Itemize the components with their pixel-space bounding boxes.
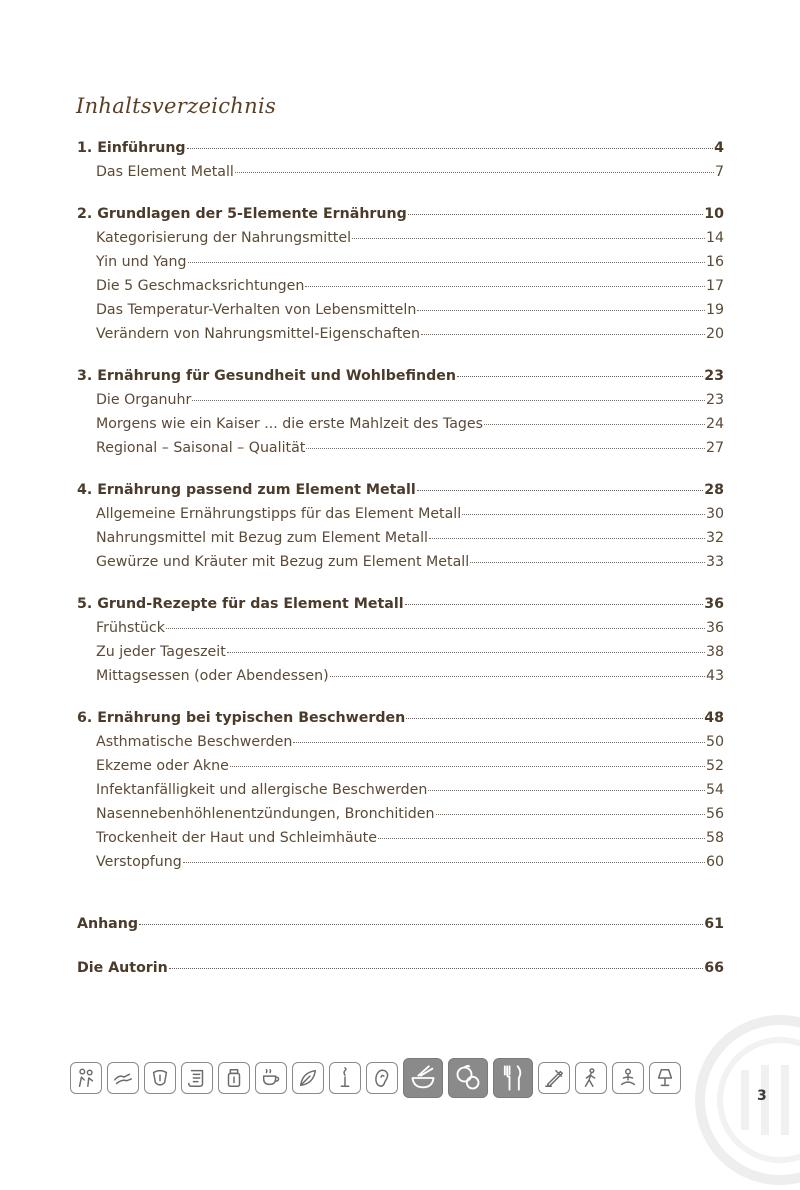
dot-leader <box>183 862 705 863</box>
jar-icon <box>218 1062 250 1094</box>
toc-page-number: 33 <box>705 554 724 570</box>
toc-entry-label: Die Autorin <box>77 960 168 976</box>
leaf-icon <box>292 1062 324 1094</box>
toc-page-number: 23 <box>705 392 724 408</box>
toc-page-number: 52 <box>705 758 724 774</box>
toc-page-number: 54 <box>705 782 724 798</box>
toc-entry-label: Die 5 Geschmacksrichtungen <box>96 278 305 294</box>
toc-entry[interactable] <box>77 916 724 940</box>
toc-entry-label: Nahrungsmittel mit Bezug zum Element Metall <box>96 530 428 546</box>
dot-leader <box>378 838 705 839</box>
toc-entry-label: Verändern von Nahrungsmittel-Eigenschaften <box>96 326 420 342</box>
toc-page-number: 17 <box>705 278 724 294</box>
toc-entry-label: Das Element Metall <box>96 164 234 180</box>
toc-page-number: 16 <box>705 254 724 270</box>
toc-page-number: 43 <box>705 668 724 684</box>
toc-entry-label: 2. Grundlagen der 5-Elemente Ernährung <box>77 206 407 222</box>
toc-page-number: 66 <box>704 960 724 976</box>
toc-page-number: 48 <box>704 710 724 726</box>
toc-subentry[interactable] <box>77 392 724 416</box>
dot-leader <box>187 148 714 149</box>
toc-entry-label: Yin und Yang <box>96 254 187 270</box>
element-icon-bar <box>70 1062 681 1098</box>
toc-entry-label: Verstopfung <box>96 854 182 870</box>
page-title: Inhaltsverzeichnis <box>76 94 277 118</box>
toc-subentry[interactable] <box>77 758 724 782</box>
toc-subentry[interactable] <box>77 326 724 350</box>
dot-leader <box>192 400 705 401</box>
dot-leader <box>428 790 705 791</box>
dot-leader <box>306 448 705 449</box>
toc-subentry[interactable] <box>77 506 724 530</box>
dot-leader <box>405 604 704 605</box>
dot-leader <box>484 424 705 425</box>
toc-page-number: 30 <box>705 506 724 522</box>
toc-entry-label: Asthmatische Beschwerden <box>96 734 293 750</box>
walking-icon <box>575 1062 607 1094</box>
page-number: 3 <box>757 1088 767 1104</box>
dot-leader <box>235 172 714 173</box>
toc-page-number: 50 <box>705 734 724 750</box>
toc-section <box>77 482 724 578</box>
dot-leader <box>436 814 705 815</box>
toc-entry[interactable] <box>77 368 724 392</box>
toc-page-number: 19 <box>705 302 724 318</box>
toc-appendix-entries <box>77 916 724 984</box>
toc-page-number: 38 <box>705 644 724 660</box>
toc-entry-label: 4. Ernährung passend zum Element Metall <box>77 482 416 498</box>
toc-page-number: 10 <box>704 206 724 222</box>
dot-leader <box>408 214 703 215</box>
lamp-icon <box>649 1062 681 1094</box>
toc-entry-label: Das Temperatur-Verhalten von Lebensmitteln <box>96 302 417 318</box>
toc-entry-label: Allgemeine Ernährungstipps für das Element Metall <box>96 506 462 522</box>
toc-entry-label: Frühstück <box>96 620 165 636</box>
hands-icon <box>107 1062 139 1094</box>
toc-subentry[interactable] <box>77 830 724 854</box>
decorative-circle-emblem <box>690 1010 800 1190</box>
cutlery-icon <box>493 1058 533 1098</box>
toc-page-number: 7 <box>714 164 724 180</box>
toc-subentry[interactable] <box>77 854 724 878</box>
tongue-icon <box>144 1062 176 1094</box>
toc-subentry[interactable] <box>77 164 724 188</box>
toc-page-number: 36 <box>704 596 724 612</box>
toc-entry[interactable] <box>77 482 724 506</box>
people-icon <box>70 1062 102 1094</box>
toc-entry-label: 5. Grund-Rezepte für das Element Metall <box>77 596 404 612</box>
toc-entry-label: Nasennebenhöhlenentzündungen, Bronchitiden <box>96 806 435 822</box>
bowl-icon <box>403 1058 443 1098</box>
teacup-icon <box>255 1062 287 1094</box>
toc-subentry[interactable] <box>77 554 724 578</box>
dot-leader <box>230 766 705 767</box>
dot-leader <box>429 538 705 539</box>
toc-entry-label: Anhang <box>77 916 139 932</box>
toc-subentry[interactable] <box>77 620 724 644</box>
toc-subentry[interactable] <box>77 644 724 668</box>
dot-leader <box>169 968 703 969</box>
dot-leader <box>457 376 703 377</box>
toc-entry-label: Zu jeder Tageszeit <box>96 644 226 660</box>
toc-entry[interactable] <box>77 710 724 734</box>
toc-section <box>77 596 724 692</box>
ear-icon <box>366 1062 398 1094</box>
dot-leader <box>305 286 705 287</box>
toc-entry[interactable] <box>77 206 724 230</box>
writing-icon <box>538 1062 570 1094</box>
toc-subentry[interactable] <box>77 440 724 464</box>
dot-leader <box>166 628 705 629</box>
toc-section <box>77 368 724 464</box>
toc-subentry[interactable] <box>77 230 724 254</box>
toc-subentry[interactable] <box>77 278 724 302</box>
toc-page-number: 23 <box>704 368 724 384</box>
dot-leader <box>293 742 705 743</box>
scroll-icon <box>181 1062 213 1094</box>
toc-page-number: 61 <box>704 916 724 932</box>
incense-icon <box>329 1062 361 1094</box>
toc-page-number: 60 <box>705 854 724 870</box>
toc-entry[interactable] <box>77 140 724 164</box>
toc-subentry[interactable] <box>77 530 724 554</box>
toc-page-number: 28 <box>704 482 724 498</box>
toc-entry-label: Gewürze und Kräuter mit Bezug zum Element Metall <box>96 554 470 570</box>
toc-entry-label: 1. Einführung <box>77 140 186 156</box>
toc-section <box>77 140 724 188</box>
dot-leader <box>470 562 705 563</box>
toc-subentry[interactable] <box>77 254 724 278</box>
toc-entry[interactable] <box>77 596 724 620</box>
toc-page-number: 56 <box>705 806 724 822</box>
toc-entry-label: Regional – Saisonal – Qualität <box>96 440 306 456</box>
toc-subentry[interactable] <box>77 734 724 758</box>
toc-section <box>77 710 724 878</box>
toc-entry[interactable] <box>77 960 724 984</box>
dot-leader <box>227 652 705 653</box>
toc-page-number: 4 <box>714 140 724 156</box>
toc-entry-label: 6. Ernährung bei typischen Beschwerden <box>77 710 406 726</box>
toc-entry-label: Ekzeme oder Akne <box>96 758 229 774</box>
toc-page-number: 32 <box>705 530 724 546</box>
toc-subentry[interactable] <box>77 668 724 692</box>
dot-leader <box>406 718 703 719</box>
toc-subentry[interactable] <box>77 806 724 830</box>
table-of-contents <box>77 140 724 1004</box>
dot-leader <box>421 334 705 335</box>
dot-leader <box>139 924 703 925</box>
meditation-icon <box>612 1062 644 1094</box>
toc-entry-label: Die Organuhr <box>96 392 192 408</box>
dot-leader <box>330 676 705 677</box>
toc-entry-label: Infektanfälligkeit und allergische Beschwerden <box>96 782 428 798</box>
toc-section <box>77 206 724 350</box>
toc-entry-label: Kategorisierung der Nahrungsmittel <box>96 230 352 246</box>
toc-entry-label: Morgens wie ein Kaiser ... die erste Mahlzeit des Tages <box>96 416 484 432</box>
dot-leader <box>417 310 705 311</box>
fruit-icon <box>448 1058 488 1098</box>
toc-page-number: 27 <box>705 440 724 456</box>
dot-leader <box>188 262 705 263</box>
toc-page-number: 58 <box>705 830 724 846</box>
toc-page-number: 20 <box>705 326 724 342</box>
toc-page-number: 14 <box>705 230 724 246</box>
toc-entry-label: Mittagsessen (oder Abendessen) <box>96 668 329 684</box>
toc-subentry[interactable] <box>77 782 724 806</box>
dot-leader <box>352 238 705 239</box>
dot-leader <box>417 490 704 491</box>
dot-leader <box>462 514 705 515</box>
toc-entry-label: 3. Ernährung für Gesundheit und Wohlbefinden <box>77 368 456 384</box>
toc-subentry[interactable] <box>77 416 724 440</box>
toc-entry-label: Trockenheit der Haut und Schleimhäute <box>96 830 377 846</box>
toc-subentry[interactable] <box>77 302 724 326</box>
toc-page-number: 36 <box>705 620 724 636</box>
toc-page-number: 24 <box>705 416 724 432</box>
